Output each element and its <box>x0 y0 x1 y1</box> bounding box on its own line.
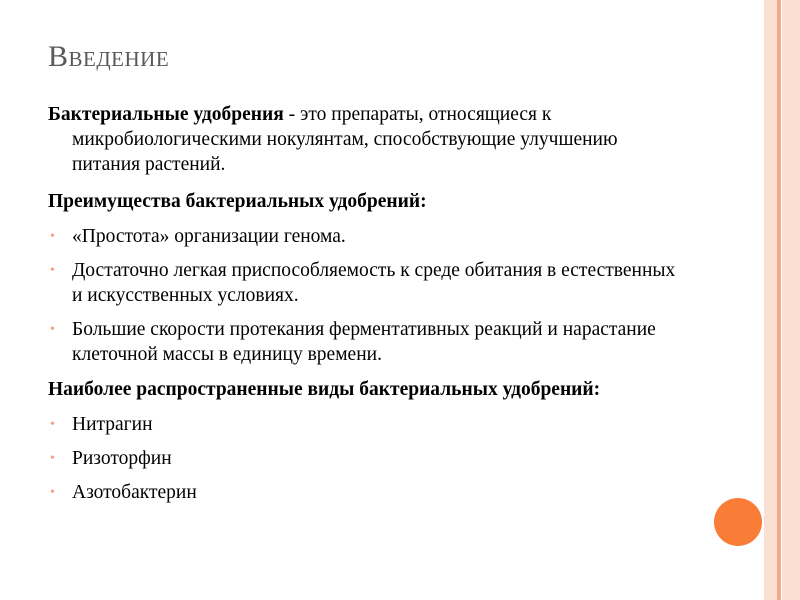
list-item <box>48 258 688 308</box>
advantages-heading: Преимущества бактериальных удобрений: <box>48 191 427 212</box>
bullet-icon: • <box>50 263 55 278</box>
list-item <box>48 317 688 367</box>
intro-paragraph <box>48 102 688 177</box>
intro-definition: - это препараты, относящиеся к микробиологическими нокулянтам, способствующие улучшению питания растений. <box>72 104 618 175</box>
slide-body <box>48 102 688 515</box>
list-item-text: «Простота» организации генома. <box>72 226 346 247</box>
list-item <box>48 446 688 471</box>
bullet-icon: • <box>50 451 55 466</box>
accent-circle-icon <box>714 498 762 546</box>
slide-title: Введение <box>48 40 170 73</box>
list-item-text: Нитрагин <box>72 414 153 435</box>
intro-term: Бактериальные удобрения <box>48 104 284 125</box>
list-item-text: Азотобактерин <box>72 482 197 503</box>
bullet-icon: • <box>50 485 55 500</box>
list-item-text: Достаточно легкая приспособляемость к среде обитания в естественных и искусственных условиях. <box>72 260 676 306</box>
bullet-icon: • <box>50 322 55 337</box>
decorative-stripe <box>782 0 800 600</box>
list-item-text: Большие скорости протекания ферментативных реакций и нарастание клеточной массы в единицу времени. <box>72 319 656 365</box>
list-item <box>48 224 688 249</box>
types-list <box>48 412 688 505</box>
list-item-text: Ризоторфин <box>72 448 172 469</box>
bullet-icon: • <box>50 229 55 244</box>
list-item <box>48 412 688 437</box>
list-item <box>48 480 688 505</box>
decorative-stripe-line <box>777 0 781 600</box>
advantages-list <box>48 224 688 367</box>
types-heading: Наиболее распространенные виды бактериальных удобрений: <box>48 379 601 400</box>
bullet-icon: • <box>50 417 55 432</box>
